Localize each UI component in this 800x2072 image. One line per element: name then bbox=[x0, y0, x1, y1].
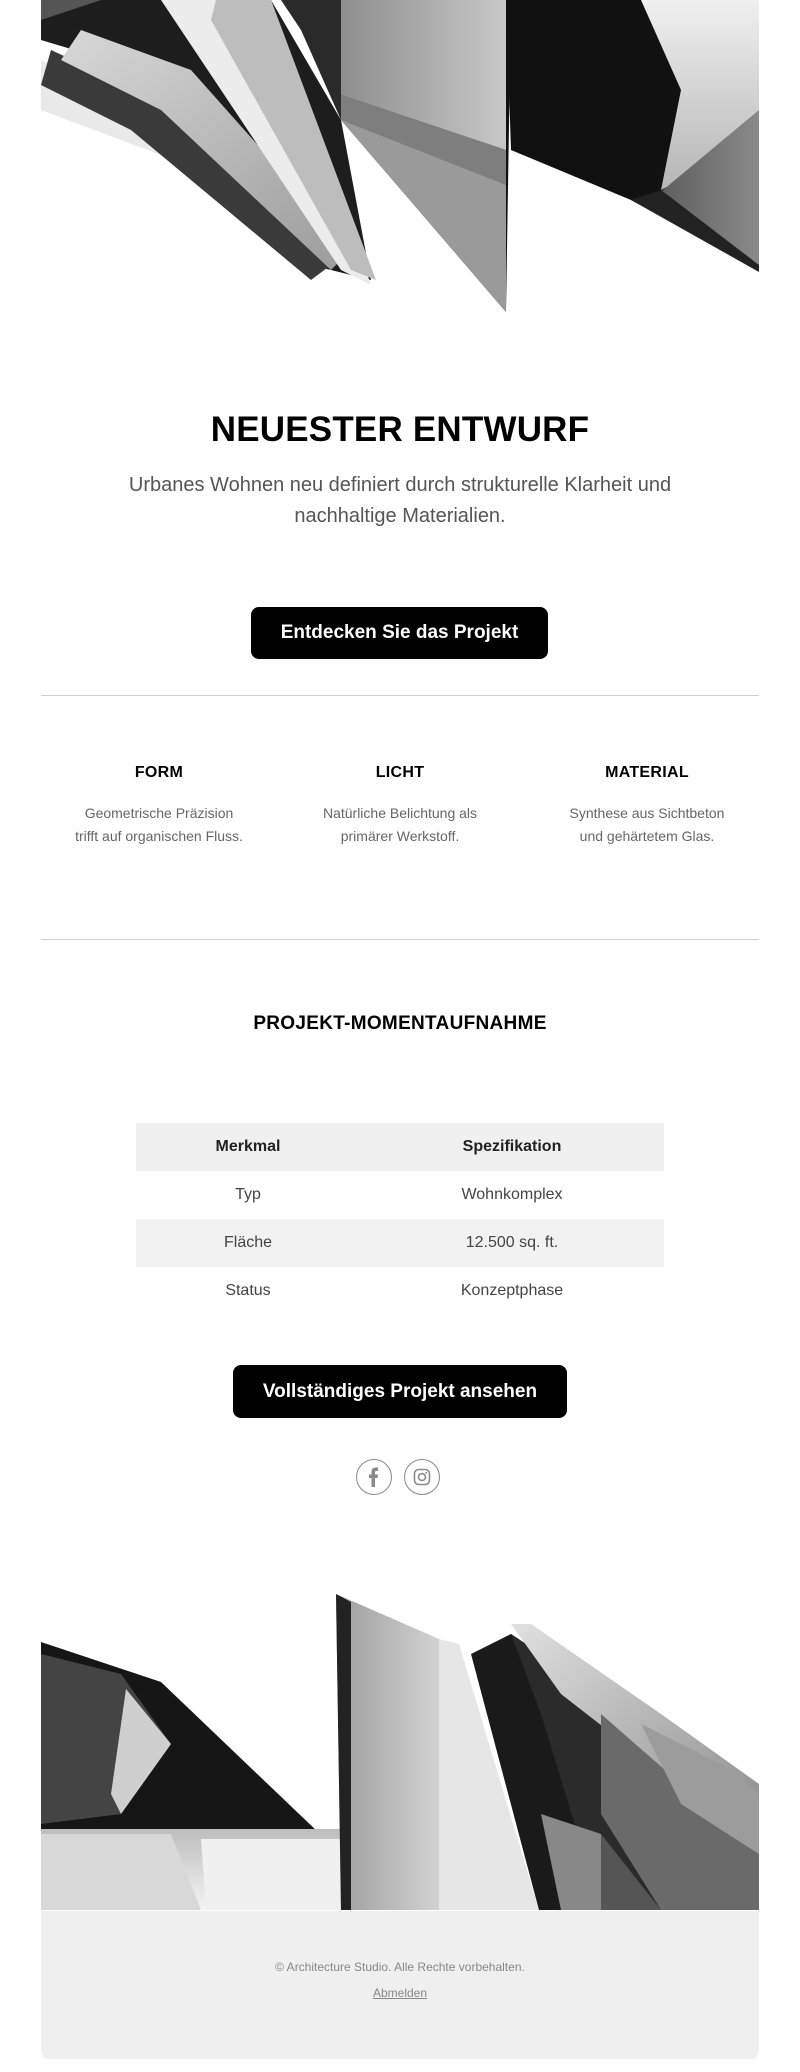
table-cell: Konzeptphase bbox=[460, 1282, 564, 1299]
table-cell: Status bbox=[225, 1282, 271, 1299]
explore-project-button[interactable]: Entdecken Sie das Projekt bbox=[251, 607, 548, 659]
feature-text: Geometrische Präzision trifft auf organischen Fluss. bbox=[75, 805, 243, 844]
feature-light bbox=[315, 764, 485, 848]
view-full-project-button[interactable]: Vollständiges Projekt ansehen bbox=[233, 1365, 567, 1418]
table-row bbox=[136, 1171, 664, 1219]
hero-image-bottom bbox=[41, 1594, 759, 1910]
facebook-icon[interactable] bbox=[356, 1459, 392, 1495]
instagram-icon[interactable] bbox=[404, 1459, 440, 1495]
table-cell: Typ bbox=[235, 1186, 261, 1203]
column-header: Merkmal bbox=[136, 1123, 360, 1171]
unsubscribe-row bbox=[41, 1986, 759, 2000]
headline: NEUESTER ENTWURF bbox=[210, 410, 590, 449]
hero-image-bottom-wrap bbox=[41, 1594, 759, 1910]
social-links bbox=[356, 1459, 446, 1499]
table-cell: Wohnkomplex bbox=[461, 1186, 563, 1203]
feature-form bbox=[74, 764, 244, 848]
copyright-text: © Architecture Studio. Alle Rechte vorbehalten. bbox=[275, 1960, 525, 1974]
snapshot-title: PROJEKT-MOMENTAUFNAHME bbox=[253, 1013, 547, 1034]
column-header: Spezifikation bbox=[360, 1123, 664, 1171]
feature-text: Synthese aus Sichtbeton und gehärtetem Glas. bbox=[569, 805, 725, 844]
feature-title: FORM bbox=[134, 764, 184, 781]
hero-image-top bbox=[41, 0, 759, 320]
feature-title: LICHT bbox=[375, 764, 425, 781]
table-cell: 12.500 sq. ft. bbox=[360, 1219, 664, 1267]
spec-table bbox=[136, 1123, 664, 1315]
divider bbox=[41, 939, 759, 940]
divider bbox=[41, 695, 759, 696]
feature-material bbox=[562, 764, 732, 848]
subheadline: Urbanes Wohnen neu definiert durch strukturelle Klarheit und nachhaltige Materialien. bbox=[128, 474, 672, 527]
table-header-row bbox=[136, 1123, 664, 1171]
unsubscribe-link[interactable]: Abmelden bbox=[372, 1986, 428, 2000]
email-container bbox=[41, 0, 759, 2072]
table-row bbox=[136, 1219, 664, 1267]
feature-text: Natürliche Belichtung als primärer Werkstoff. bbox=[322, 805, 478, 844]
feature-title: MATERIAL bbox=[605, 764, 689, 781]
footer bbox=[41, 1911, 759, 2059]
table-row bbox=[136, 1267, 664, 1315]
table-cell: Fläche bbox=[136, 1219, 360, 1267]
